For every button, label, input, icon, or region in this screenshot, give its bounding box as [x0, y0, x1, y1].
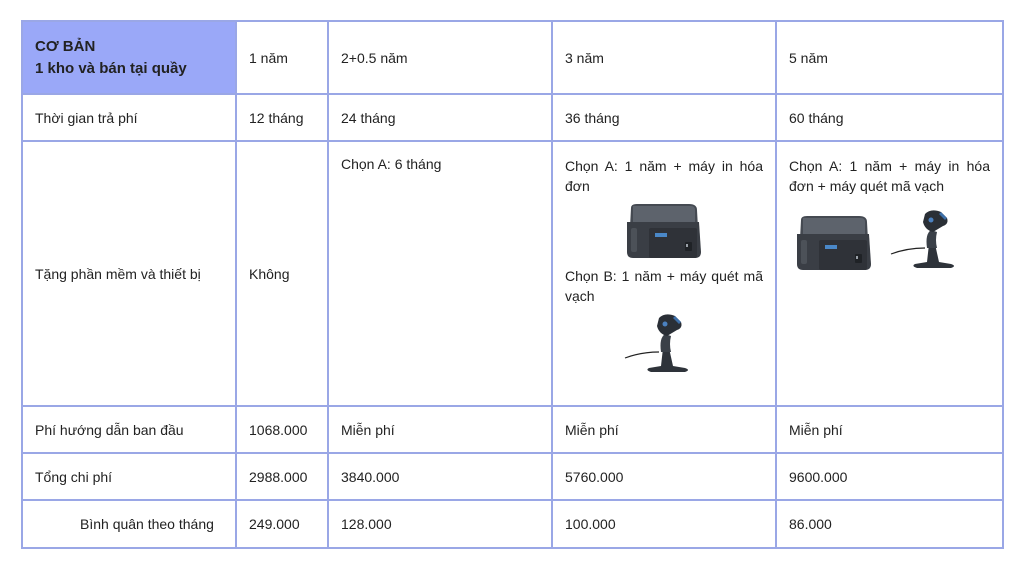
- row-label: Phí hướng dẫn ban đầu: [22, 406, 236, 453]
- monthly-average-row: [22, 500, 1003, 548]
- option-a-text: Chọn A: 1 năm + máy in hóa đơn: [565, 158, 763, 194]
- table-cell: Miễn phí: [776, 406, 1003, 453]
- table-cell: [328, 141, 552, 406]
- pricing-table: [21, 20, 1004, 549]
- table-cell: Miễn phí: [552, 406, 776, 453]
- payment-time-row: [22, 94, 1003, 141]
- period-1-year: 1 năm: [236, 21, 328, 94]
- period-3-year: 3 năm: [552, 21, 776, 94]
- row-label: Thời gian trả phí: [22, 94, 236, 141]
- table-cell: 24 tháng: [328, 94, 552, 141]
- table-cell: 249.000: [236, 500, 328, 548]
- header-row: [22, 21, 1003, 94]
- option-a-text: Chọn A: 6 tháng: [341, 156, 442, 172]
- table-cell: 9600.000: [776, 453, 1003, 500]
- table-cell: [552, 141, 776, 406]
- table-cell: Không: [236, 141, 328, 406]
- period-5-year: 5 năm: [776, 21, 1003, 94]
- table-cell: 5760.000: [552, 453, 776, 500]
- device-images: [789, 208, 990, 272]
- plan-name: CƠ BẢN: [35, 37, 96, 55]
- setup-fee-row: [22, 406, 1003, 453]
- receipt-printer-icon: [625, 202, 703, 260]
- plan-name-cell: [22, 21, 236, 94]
- gifts-row: [22, 141, 1003, 406]
- table-cell: 128.000: [328, 500, 552, 548]
- table-cell: 1068.000: [236, 406, 328, 453]
- table-cell: 86.000: [776, 500, 1003, 548]
- table-cell: 60 tháng: [776, 94, 1003, 141]
- barcode-scanner-icon: [887, 208, 957, 272]
- table-cell: 12 tháng: [236, 94, 328, 141]
- receipt-printer-icon: [795, 214, 873, 272]
- period-2-5-year: 2+0.5 năm: [328, 21, 552, 94]
- option-b-text: Chọn B: 1 năm + máy quét mã vạch: [565, 268, 763, 304]
- total-cost-row: [22, 453, 1003, 500]
- plan-scope: 1 kho và bán tại quầy: [35, 59, 187, 77]
- row-label: Tổng chi phí: [22, 453, 236, 500]
- row-label: Tặng phần mềm và thiết bị: [22, 141, 236, 406]
- table-cell: 100.000: [552, 500, 776, 548]
- table-cell: [776, 141, 1003, 406]
- table-cell: 3840.000: [328, 453, 552, 500]
- table-cell: 2988.000: [236, 453, 328, 500]
- barcode-scanner-icon: [621, 312, 691, 376]
- table-cell: 36 tháng: [552, 94, 776, 141]
- row-label: Bình quân theo tháng: [22, 500, 236, 548]
- table-cell: Miễn phí: [328, 406, 552, 453]
- option-a-text: Chọn A: 1 năm + máy in hóa đơn + máy quét mã vạch: [789, 158, 990, 194]
